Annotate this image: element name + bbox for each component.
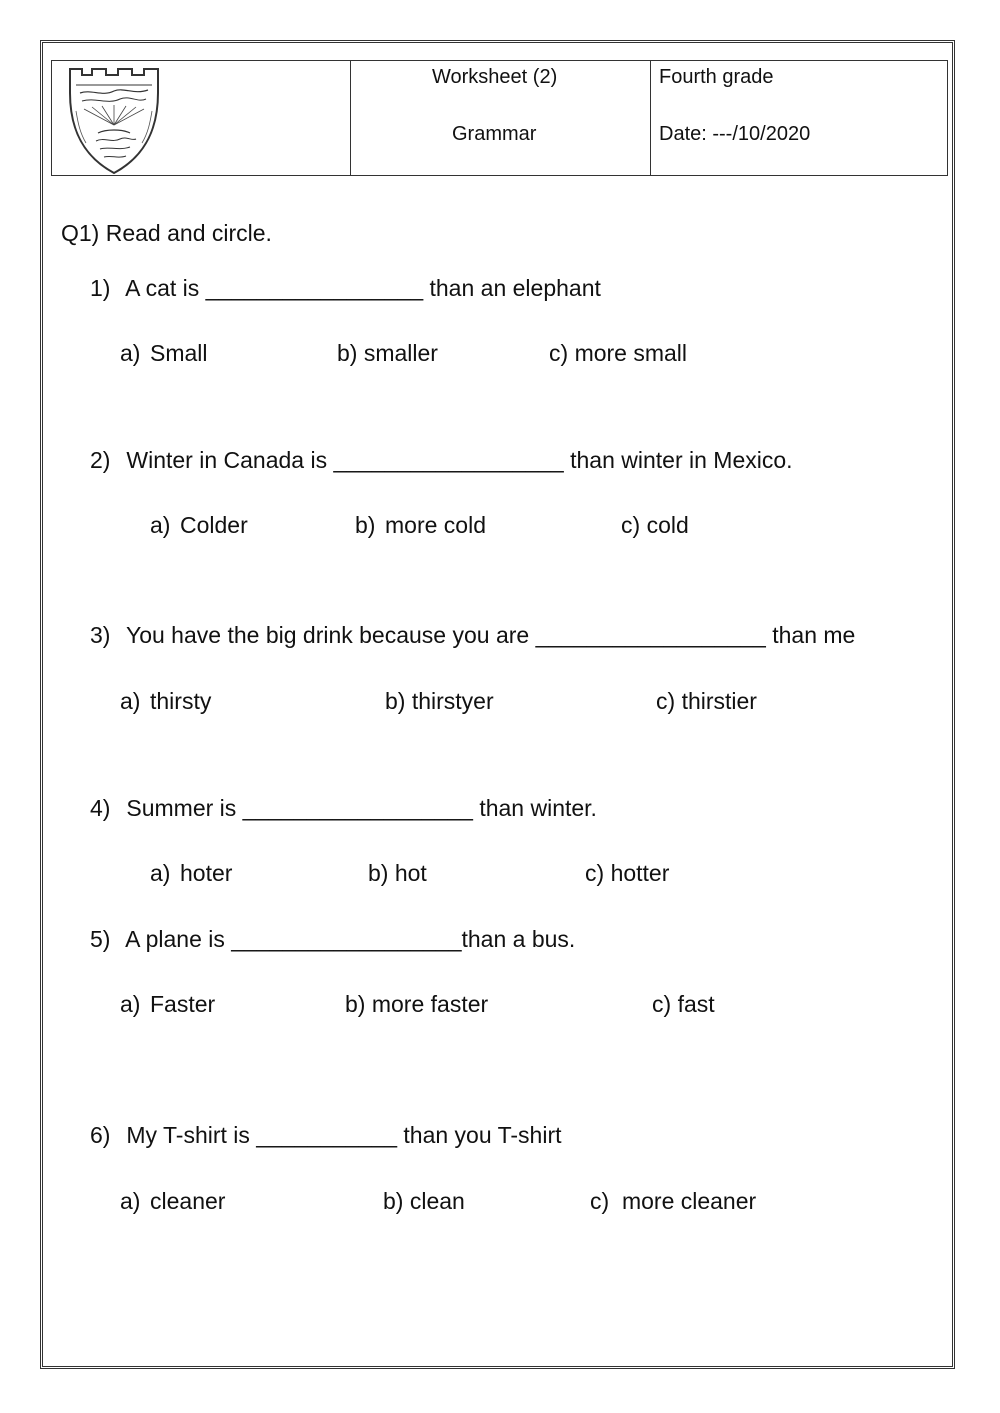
question-number: 3) (90, 622, 111, 648)
question-number: 2) (90, 447, 111, 473)
option-3a[interactable] (120, 688, 211, 715)
question-3 (90, 622, 855, 649)
option-text: thirstier (681, 688, 757, 714)
question-text: A cat is _________________ than an elephant (125, 275, 601, 301)
option-2a[interactable] (150, 512, 248, 539)
option-label: a) (120, 1188, 141, 1214)
option-6c[interactable] (590, 1188, 756, 1215)
option-4a[interactable] (150, 860, 232, 887)
option-4b[interactable] (368, 860, 427, 887)
option-label: c) (590, 1188, 610, 1214)
option-text: smaller (363, 340, 438, 366)
question-5 (90, 926, 575, 953)
option-text: more small (574, 340, 688, 366)
grade-date-cell (651, 61, 947, 175)
option-2c[interactable] (621, 512, 689, 539)
option-text: cold (646, 512, 689, 538)
question-text: Summer is __________________ than winter. (126, 795, 597, 821)
option-label: a) (120, 340, 141, 366)
option-text: more faster (371, 991, 489, 1017)
option-label: b) (337, 340, 358, 366)
logo-cell (52, 61, 351, 175)
option-3c[interactable] (656, 688, 757, 715)
option-1c[interactable] (549, 340, 687, 367)
option-label: c) (656, 688, 676, 714)
option-label: b) (355, 512, 376, 538)
question-6 (90, 1122, 562, 1149)
option-text: more cold (385, 512, 486, 538)
option-text: Colder (180, 512, 248, 538)
option-text: hot (394, 860, 427, 886)
option-6b[interactable] (383, 1188, 465, 1215)
option-5c[interactable] (652, 991, 715, 1018)
option-label: c) (549, 340, 569, 366)
option-6a[interactable] (120, 1188, 225, 1215)
question-text: My T-shirt is ___________ than you T-shirt (126, 1122, 562, 1148)
worksheet-title: Worksheet (2) (432, 66, 558, 88)
question-text: Winter in Canada is __________________ than winter in Mexico. (126, 447, 793, 473)
question-1 (90, 275, 601, 302)
option-text: clean (409, 1188, 465, 1214)
option-4c[interactable] (585, 860, 669, 887)
option-label: a) (150, 512, 171, 538)
option-2b[interactable] (355, 512, 486, 539)
question-number: 1) (90, 275, 111, 301)
grade-label: Fourth grade (659, 66, 774, 88)
option-label: c) (585, 860, 605, 886)
option-text: more cleaner (615, 1188, 757, 1214)
school-crest-logo (62, 63, 172, 175)
question-text: A plane is __________________than a bus. (125, 926, 576, 952)
subject-label: Grammar (452, 123, 537, 145)
option-label: b) (385, 688, 406, 714)
option-label: a) (150, 860, 171, 886)
option-label: c) (621, 512, 641, 538)
header-table (51, 60, 948, 176)
worksheet-cell (351, 61, 651, 175)
question-number: 5) (90, 926, 111, 952)
option-1b[interactable] (337, 340, 438, 367)
option-label: b) (383, 1188, 404, 1214)
option-5b[interactable] (345, 991, 488, 1018)
option-label: b) (368, 860, 389, 886)
option-text: thirstyer (411, 688, 494, 714)
option-label: a) (120, 991, 141, 1017)
option-label: c) (652, 991, 672, 1017)
option-text: cleaner (150, 1188, 226, 1214)
question-number: 4) (90, 795, 111, 821)
option-text: hotter (610, 860, 670, 886)
question-text: You have the big drink because you are __________________ than me (125, 622, 856, 648)
question-number: 6) (90, 1122, 111, 1148)
option-label: a) (120, 688, 141, 714)
date-label: Date: ---/10/2020 (659, 123, 811, 145)
option-label: b) (345, 991, 366, 1017)
question-2 (90, 447, 793, 474)
option-text: thirsty (150, 688, 212, 714)
option-5a[interactable] (120, 991, 215, 1018)
question-4 (90, 795, 597, 822)
option-text: fast (677, 991, 715, 1017)
option-text: hoter (180, 860, 233, 886)
section-title: Q1) Read and circle. (61, 220, 272, 246)
option-text: Small (150, 340, 208, 366)
option-1a[interactable] (120, 340, 208, 367)
option-text: Faster (150, 991, 216, 1017)
option-3b[interactable] (385, 688, 494, 715)
